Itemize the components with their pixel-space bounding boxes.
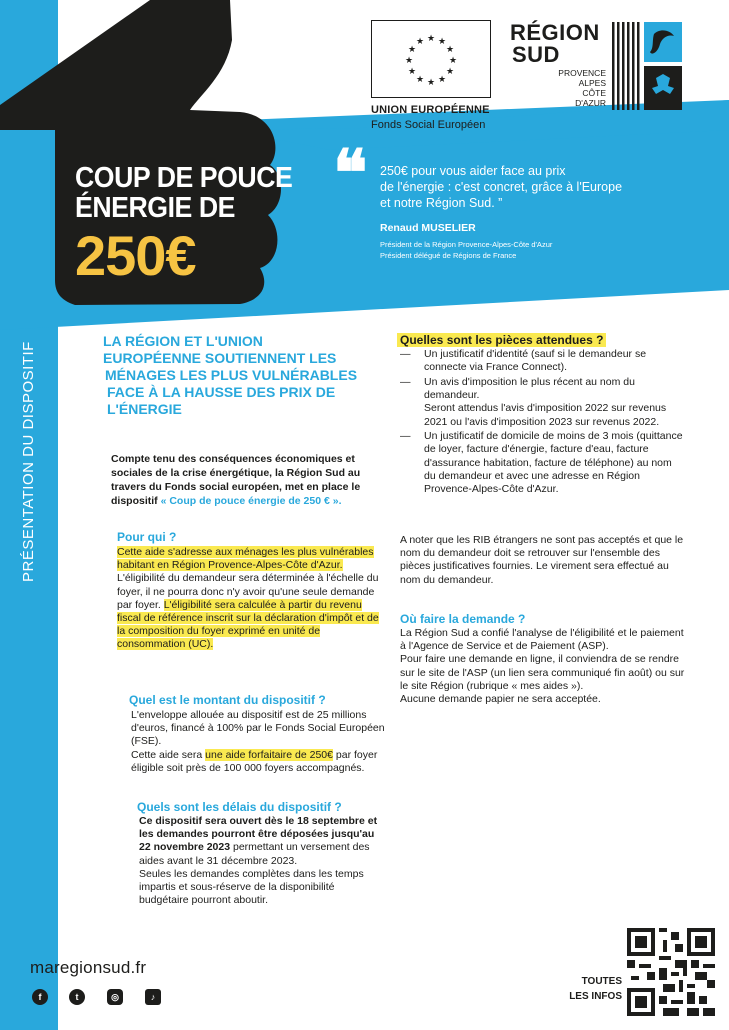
svg-text:★: ★ bbox=[437, 75, 447, 85]
pour-qui-highlight1: Cette aide s'adresse aux ménages les plus vulnérables habitant en Région Provence-Alpes-Côte d'Azur. bbox=[117, 546, 374, 572]
section-pieces-heading: Quelles sont les pièces attendues ? bbox=[397, 333, 606, 347]
eu-flag-icon bbox=[371, 20, 491, 98]
svg-text:★: ★ bbox=[404, 56, 414, 66]
delais-text1: permettant un versement des aides avant le 31 décembre 2023. bbox=[139, 841, 370, 867]
headline-line2: ÉNERGIE DE bbox=[75, 192, 235, 224]
list-dash: — bbox=[400, 348, 411, 360]
quote-line1: 250€ pour vous aider face au prix bbox=[380, 164, 566, 178]
svg-text:★: ★ bbox=[445, 45, 455, 55]
pieces-list bbox=[400, 348, 685, 498]
qr-code-icon[interactable] bbox=[627, 928, 715, 1016]
svg-text:★: ★ bbox=[415, 75, 425, 85]
eu-subtitle: Fonds Social Européen bbox=[371, 119, 486, 131]
instagram-icon[interactable]: ◎ bbox=[107, 989, 123, 1005]
website-link[interactable]: maregionsud.fr bbox=[30, 958, 147, 977]
infos-line2: LES INFOS bbox=[569, 991, 622, 1002]
pieces-item-imposition: Un avis d'imposition le plus récent au nom du demandeur. bbox=[424, 375, 635, 402]
delais-bold: Ce dispositif sera ouvert dès le 18 septembre et les demandes pourront être déposées jusqu'au 22 novembre 2023 bbox=[139, 815, 378, 854]
quote-author-role1: Président de la Région Provence-Alpes-Côte d'Azur bbox=[380, 240, 553, 249]
svg-text:★: ★ bbox=[407, 67, 417, 77]
list-dash: — bbox=[400, 375, 411, 388]
intro-highlight: « Coup de pouce énergie de 250 € ». bbox=[160, 495, 342, 507]
section-pour-qui-heading: Pour qui ? bbox=[117, 530, 177, 544]
svg-text:★: ★ bbox=[426, 34, 436, 44]
all-infos-label bbox=[562, 974, 622, 1004]
lead-line4: FACE À LA HAUSSE DES PRIX DE bbox=[107, 384, 336, 400]
list-item bbox=[400, 376, 685, 429]
svg-text:★: ★ bbox=[448, 56, 458, 66]
headline bbox=[75, 163, 292, 223]
montant-highlight: une aide forfaitaire de 250€ bbox=[205, 748, 333, 761]
svg-text:★: ★ bbox=[407, 45, 417, 55]
delais-text2: Seules les demandes complètes dans les temps impartis et sous-réserve de la disponibilité budgétaire pourront aboutir. bbox=[139, 867, 364, 907]
list-dash: — bbox=[400, 430, 411, 443]
pour-qui-text: L'éligibilité du demandeur sera déterminée à l'échelle du foyer, il ne pourra donc n'y avoir qu'une seule demande par foyer. bbox=[117, 572, 379, 611]
region-sub-line1: PROVENCE bbox=[558, 68, 606, 78]
tiktok-icon[interactable]: ♪ bbox=[145, 989, 161, 1005]
section-montant-heading: Quel est le montant du dispositif ? bbox=[129, 693, 326, 707]
section-ou-heading: Où faire la demande ? bbox=[400, 612, 526, 626]
facebook-icon[interactable]: f bbox=[32, 989, 48, 1005]
region-logo-title bbox=[510, 22, 600, 66]
region-emblem-icon bbox=[612, 22, 682, 110]
headline-line1: COUP DE POUCE bbox=[75, 162, 293, 194]
ou-text3: Aucune demande papier ne sera acceptée. bbox=[400, 693, 601, 706]
svg-text:★: ★ bbox=[426, 78, 436, 88]
section-pour-qui-body bbox=[117, 546, 387, 652]
pieces-item-domicile: Un justificatif de domicile de moins de 3 mois (quittance de loyer, facture d'énergie, facture d'eau, facture d'assurance habitation, facture de téléphone) au nom du demandeur et avec une adresse en Région Provence-Alpes-Côte d'Azur. bbox=[424, 430, 683, 496]
pieces-item-identite: Un justificatif d'identité (sauf si le demandeur se connecte via France Connect). bbox=[424, 348, 647, 374]
list-item bbox=[400, 348, 685, 374]
quote-mark-icon: ❝ bbox=[333, 136, 368, 211]
region-sub-line2: ALPES bbox=[578, 78, 606, 88]
lead-line1: LA RÉGION ET L'UNION bbox=[103, 333, 263, 349]
lead-line5: L'ÉNERGIE bbox=[107, 401, 182, 417]
pieces-note: A noter que les RIB étrangers ne sont pas acceptés et que le nom du demandeur doit se retrouver sur l'ensemble des pièces justificatives fournies. Le virement sera effectué au nom du demandeur. bbox=[400, 534, 684, 586]
infos-line1: TOUTES bbox=[581, 976, 622, 987]
section-ou-body bbox=[400, 627, 685, 706]
montant-text2-pre: Cette aide sera bbox=[131, 748, 206, 761]
region-sub-line3: CÔTE D'AZUR bbox=[575, 88, 606, 108]
svg-text:★: ★ bbox=[415, 37, 425, 47]
svg-text:★: ★ bbox=[437, 37, 447, 47]
ou-text1: La Région Sud a confié l'analyse de l'éligibilité et le paiement à l'Agence de Service et de Paiement (ASP). bbox=[400, 627, 684, 653]
intro-text: Compte tenu des conséquences économiques et sociales de la crise énergétique, la Région Sud au travers du Fonds social européen, met en place le dispositif bbox=[111, 453, 361, 507]
lead-heading bbox=[103, 333, 393, 418]
region-title-line2: SUD bbox=[512, 42, 560, 67]
section-delais-heading: Quels sont les délais du dispositif ? bbox=[137, 800, 342, 814]
montant-text2-post: par foyer éligible soit près de 100 000 foyers accompagnés. bbox=[131, 748, 378, 774]
lead-line3: MÉNAGES LES PLUS VULNÉRABLES bbox=[105, 367, 358, 383]
intro-paragraph bbox=[111, 452, 391, 508]
pieces-item-imposition-extra: Seront attendus l'avis d'imposition 2022 sur revenus 2021 ou l'avis d'imposition 2023 sur revenus 2022. bbox=[424, 402, 667, 428]
section-montant-body bbox=[131, 709, 391, 775]
ou-text2: Pour faire une demande en ligne, il conviendra de se rendre sur le site de l'ASP (un lien sera communiqué fin août) ou sur le site Région (rubrique « mes aides »). bbox=[400, 653, 685, 692]
quote-line2: de l'énergie : c'est concret, grâce à l'Europe bbox=[380, 180, 623, 194]
quote-author-role2: Président délégué de Régions de France bbox=[380, 251, 517, 260]
list-item bbox=[400, 430, 685, 496]
quote-line3: et notre Région Sud. ” bbox=[380, 196, 503, 210]
lead-line2: EUROPÉENNE SOUTIENNENT LES bbox=[103, 350, 337, 366]
twitter-icon[interactable]: t bbox=[69, 989, 85, 1005]
quote-author: Renaud MUSELIER bbox=[380, 222, 476, 234]
headline-amount: 250€ bbox=[75, 224, 196, 287]
side-label: PRÉSENTATION DU DISPOSITIF bbox=[20, 341, 37, 582]
section-delais-body bbox=[139, 815, 384, 907]
region-logo-subtitle bbox=[556, 68, 606, 108]
quote-text bbox=[380, 163, 680, 211]
montant-text1: L'enveloppe allouée au dispositif est de 25 millions d'euros, financé à 100% par le Fonds Social Européen (FSE). bbox=[131, 709, 385, 748]
pour-qui-highlight2: L'éligibilité sera calculée à partir du revenu fiscal de référence inscrit sur la déclaration d'impôt et de la composition du foyer exprimé en unité de consommation (UC). bbox=[117, 598, 379, 651]
svg-text:★: ★ bbox=[445, 67, 455, 77]
region-title-line1: RÉGION bbox=[510, 20, 600, 45]
eu-title: UNION EUROPÉENNE bbox=[371, 104, 490, 116]
